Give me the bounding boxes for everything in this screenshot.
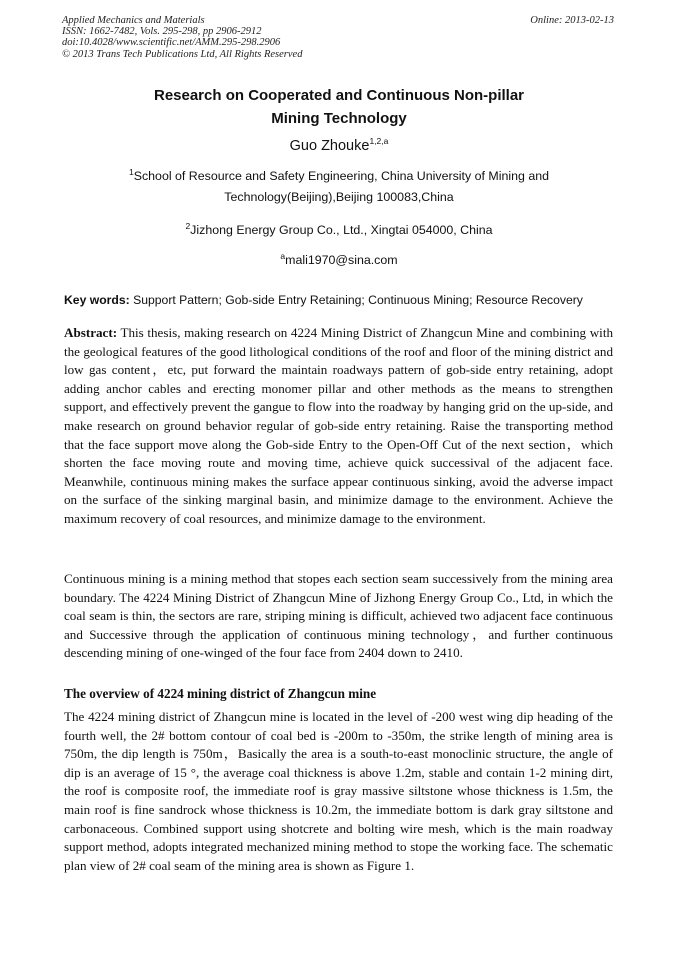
affiliation-1	[0, 166, 678, 208]
copyright-line: © 2013 Trans Tech Publications Ltd, All Rights Reserved	[62, 48, 303, 60]
section-paragraph: The 4224 mining district of Zhangcun mine is located in the level of -200 west wing dip heading of the fourth well, the 2# bottom contour of coal bed is -200m to -350m, the strike length of mining area is 750m, the dip length is 750m，Basically the area is a south-to-east monoclinic structure, the angle of dip is an average of 15 °, the average coal thickness is above 1.2m, stable and contain 1-2 mining dirt, the roof is composite roof, the immediate roof is gray massive siltstone whose thickness is 1.5m, the main roof is fine sandrock whose thickness is 10.2m, the immediate bottom is dark gray siltstone and carbonaceous. Combined support using shotcrete and bolting wire mesh, which is the main roadway support method, adopts integrated mechanized mining method to stope the working face. The schematic plan view of 2# coal seam of the mining area is shown as Figure 1.	[64, 709, 613, 873]
author-name: Guo Zhouke	[289, 138, 370, 154]
journal-header	[62, 15, 302, 60]
affiliation-1-line-1: School of Resource and Safety Engineering, China University of Mining and	[133, 169, 550, 183]
author-email	[0, 250, 678, 271]
journal-name: Applied Mechanics and Materials	[62, 15, 205, 26]
email-superscript: a	[280, 250, 286, 261]
abstract-label: Abstract:	[64, 325, 118, 340]
keywords-label: Key words:	[64, 293, 130, 307]
paper-title	[0, 84, 678, 130]
affiliation-2-superscript: 2	[185, 220, 191, 231]
affiliation-2-text: Jizhong Energy Group Co., Ltd., Xingtai 054000, China	[190, 223, 493, 237]
abstract-text: This thesis, making research on 4224 Mining District of Zhangcun Mine and combining with the geological features of the good lithological conditions of the roof and floor of the mining district and low gas content，etc, put forward the maintain roadways pattern of gob-side entry retaining, adopt adding anchor cables and erecting monomer pillar and other methods as the means to strengthen support, and effectively prevent the gangue to flow into the roadway by hanging grid on the up-side, and make research on ground behavior regular of gob-side entry retaining. Raise the transporting method that the face support move along the Gob-side Entry to the Open-Off Cut of the next section，which shorten the face moving route and moving time, achieve quick successival of the adjacent face. Meanwhile, continuous mining makes the surface appear continuous sinking, avoid the adverse impact on the surface of the sinking marginal basin, and minimize damage to the environment. Achieve the maximum recovery of coal resources, and minimize damage to the environment.	[64, 325, 613, 526]
intro-paragraph: Continuous mining is a mining method that stopes each section seam successively from the mining area boundary. The 4224 Mining District of Zhangcun Mine of Jizhong Energy Group Co., Ltd, in which the coal seam is thin, the sectors are rare, striping mining is difficult, achieved two adjacent face continuous and Successive through the application of continuous mining technology，and further continuous descending mining of one-winged of the four face from 2404 down to 2410.	[64, 571, 613, 661]
abstract-paragraph	[64, 324, 613, 529]
author-line	[0, 137, 678, 155]
section-heading: The overview of 4224 mining district of Zhangcun mine	[64, 686, 377, 701]
affiliation-2	[0, 220, 678, 241]
title-line-2: Mining Technology	[271, 110, 407, 127]
online-date: Online: 2013-02-13	[530, 15, 614, 26]
doi-line: doi:10.4028/www.scientific.net/AMM.295-298.2906	[62, 37, 281, 49]
email-address: mali1970@sina.com	[285, 253, 398, 267]
affiliation-1-superscript: 1	[128, 166, 134, 177]
affiliation-1-line-2: Technology(Beijing),Beijing 100083,China	[224, 190, 454, 204]
keywords	[64, 292, 624, 308]
keywords-text: Support Pattern; Gob-side Entry Retaining; Continuous Mining; Resource Recovery	[129, 293, 583, 307]
title-line-1: Research on Cooperated and Continuous Non-pillar	[153, 87, 525, 104]
issn-line: ISSN: 1662-7482, Vols. 295-298, pp 2906-2912	[62, 26, 262, 38]
author-superscript: 1,2,a	[369, 136, 389, 147]
